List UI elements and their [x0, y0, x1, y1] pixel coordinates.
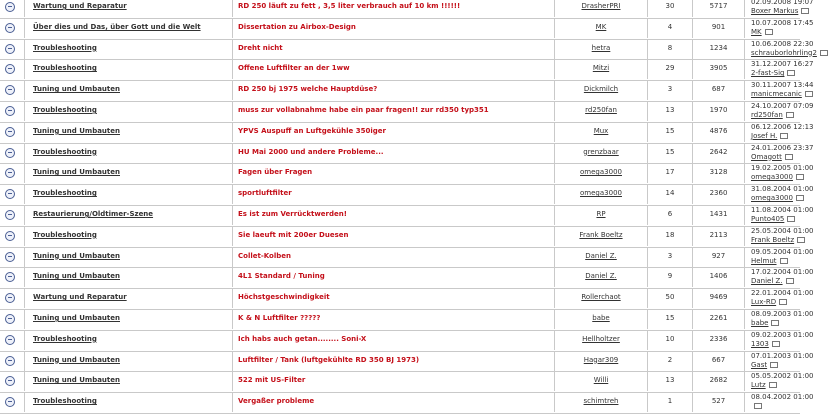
- views-count: 527: [711, 397, 726, 406]
- last-post-date: 31.08.2004 01:00: [751, 185, 814, 194]
- topic-icon-cell: [0, 122, 24, 142]
- last-post-icon[interactable]: [785, 154, 793, 160]
- forum-link[interactable]: Wartung und Reparatur: [33, 293, 127, 302]
- last-post-user-link[interactable]: Boxer Markus: [751, 7, 809, 15]
- replies-count: 10: [665, 334, 675, 343]
- table-row: [0, 351, 814, 371]
- last-post-icon[interactable]: [805, 91, 813, 97]
- last-post-icon[interactable]: [786, 278, 794, 284]
- topic-title-link[interactable]: Vergaßer probleme: [238, 397, 315, 406]
- last-post-user-link[interactable]: omega3000: [751, 194, 804, 202]
- last-post-icon[interactable]: [780, 258, 788, 264]
- topic-status-icon: [5, 335, 15, 345]
- replies-count: 14: [665, 189, 675, 198]
- replies-count: 3: [667, 85, 673, 94]
- views-count: 9469: [709, 293, 728, 302]
- last-post-icon[interactable]: [769, 382, 777, 388]
- last-post-date: 19.02.2005 01:00: [751, 164, 814, 173]
- last-post-date: 08.04.2002 01:00: [751, 393, 814, 402]
- topic-status-icon: [5, 293, 15, 303]
- topic-icon-cell: [0, 371, 24, 391]
- last-post-icon[interactable]: [754, 403, 762, 409]
- replies-count: 13: [665, 106, 675, 114]
- last-post-user-link[interactable]: schrauborlohrling2: [751, 49, 828, 57]
- last-post-date: 25.05.2004 01:00: [751, 226, 814, 235]
- forum-link[interactable]: Tuning und Umbauten: [33, 376, 120, 385]
- last-post-date: 24.10.2007 07:09: [751, 102, 814, 110]
- last-post-date: 09.02.2003 01:00: [751, 330, 814, 339]
- last-post-user-link[interactable]: omega3000: [751, 173, 804, 181]
- topic-icon-cell: [0, 330, 24, 350]
- last-post-icon[interactable]: [771, 320, 779, 326]
- author-link[interactable]: hetra: [591, 43, 611, 52]
- topic-icon-cell: [0, 267, 24, 287]
- last-post-user-link[interactable]: Omagott: [751, 153, 793, 161]
- replies-count: 6: [667, 210, 673, 218]
- views-count: 2113: [709, 230, 728, 239]
- author-link[interactable]: Dickmilch: [583, 85, 619, 94]
- topic-status-icon: [5, 397, 15, 407]
- topic-title-link[interactable]: Offene Luftfilter an der 1ww: [238, 64, 350, 73]
- forum-link[interactable]: Restaurierung/Oldtimer-Szene: [33, 210, 154, 218]
- forum-link[interactable]: Tuning und Umbauten: [33, 251, 120, 260]
- topic-status-icon: [5, 2, 15, 12]
- last-post-date: 07.01.2003 01:00: [751, 351, 814, 360]
- author-link[interactable]: Daniel Z.: [585, 251, 617, 260]
- last-post-user-link[interactable]: Helmut: [751, 257, 788, 265]
- forum-link[interactable]: Wartung und Reparatur: [33, 2, 127, 10]
- last-post-icon[interactable]: [779, 299, 787, 305]
- views-count: 667: [711, 355, 726, 364]
- table-row: [0, 288, 814, 308]
- forum-link[interactable]: Über dies und Das, über Gott und die Welt: [33, 22, 201, 31]
- last-post-icon[interactable]: [765, 29, 773, 35]
- topic-icon-cell: [0, 59, 24, 79]
- author-link[interactable]: omega3000: [580, 189, 622, 198]
- replies-count: 15: [665, 147, 675, 156]
- author-link[interactable]: MK: [595, 22, 607, 31]
- forum-link[interactable]: Troubleshooting: [33, 189, 97, 198]
- views-count: 4876: [709, 126, 728, 135]
- replies-count: 3: [667, 251, 673, 260]
- last-post-date: 02.09.2008 19:07: [751, 0, 814, 6]
- views-count: 2682: [709, 376, 728, 385]
- topic-status-icon: [5, 252, 15, 262]
- table-row: [0, 330, 814, 350]
- topic-title-link[interactable]: Dissertation zu Airbox-Design: [238, 22, 356, 31]
- last-post-date: 22.01.2004 01:00: [751, 289, 814, 298]
- last-post-user-link[interactable]: 2-fast-Sig: [751, 69, 795, 77]
- topic-status-icon: [5, 148, 15, 158]
- last-post-user-link[interactable]: Lux-RD: [751, 298, 787, 306]
- last-post-user-link[interactable]: Punto405: [751, 215, 795, 223]
- topic-icon-cell: [0, 0, 24, 17]
- last-post-icon[interactable]: [780, 133, 788, 139]
- author-link[interactable]: RP: [596, 210, 606, 218]
- topic-status-icon: [5, 64, 15, 74]
- table-row: [0, 184, 814, 204]
- topic-title-link[interactable]: YPVS Auspuff an Luftgekühle 350iger: [238, 126, 386, 135]
- topic-icon-cell: [0, 143, 24, 163]
- topic-title-link[interactable]: sportluftfilter: [238, 189, 292, 198]
- topic-title-link[interactable]: Collet-Kolben: [238, 251, 291, 260]
- author-link[interactable]: Frank Boeltz: [579, 230, 623, 239]
- views-count: 927: [711, 251, 726, 260]
- topic-status-icon: [5, 231, 15, 241]
- author-link[interactable]: Willi: [593, 376, 609, 385]
- replies-count: 1: [667, 397, 673, 406]
- topic-icon-cell: [0, 163, 24, 183]
- author-link[interactable]: babe: [592, 314, 610, 322]
- last-post-icon[interactable]: [787, 216, 795, 222]
- views-count: 1406: [709, 272, 728, 281]
- author-link[interactable]: grenzbaar: [583, 147, 619, 156]
- topic-icon-cell: [0, 80, 24, 100]
- table-row: [0, 143, 814, 163]
- topic-status-icon: [5, 44, 15, 54]
- table-row: [0, 392, 814, 412]
- views-count: 1234: [709, 43, 728, 52]
- topic-icon-cell: [0, 288, 24, 308]
- last-post-icon[interactable]: [787, 70, 795, 76]
- author-link[interactable]: Mux: [593, 126, 609, 135]
- topic-icon-cell: [0, 101, 24, 121]
- last-post-user-link[interactable]: Daniel Z.: [751, 277, 794, 285]
- topic-status-icon: [5, 356, 15, 366]
- topic-status-icon: [5, 314, 15, 324]
- last-post-user-link[interactable]: rd250fan: [751, 111, 794, 119]
- topic-title-link[interactable]: Ich habs auch getan........ Soni-X: [238, 334, 367, 343]
- table-row: [0, 163, 814, 183]
- views-count: 1970: [709, 106, 728, 114]
- topic-title-link[interactable]: HU Mai 2000 und andere Probleme...: [238, 147, 384, 156]
- last-post-date: 08.09.2003 01:00: [751, 310, 814, 318]
- author-link[interactable]: schimtreh: [583, 397, 619, 406]
- last-post-date: 10.07.2008 17:45: [751, 18, 814, 27]
- table-row: [0, 226, 814, 246]
- topic-status-icon: [5, 189, 15, 199]
- topic-status-icon: [5, 376, 15, 386]
- views-count: 1431: [709, 210, 728, 218]
- last-post-user-link[interactable]: manicmecanic: [751, 90, 813, 98]
- forum-link[interactable]: Tuning und Umbauten: [33, 355, 120, 364]
- replies-count: 9: [667, 272, 673, 281]
- table-row: [0, 0, 814, 17]
- views-count: 687: [711, 85, 726, 94]
- forum-link[interactable]: Tuning und Umbauten: [33, 168, 120, 177]
- last-post-user-link[interactable]: Lutz: [751, 381, 777, 389]
- replies-count: 13: [665, 376, 675, 385]
- last-post-icon[interactable]: [796, 174, 804, 180]
- last-post-date: 30.11.2007 13:44: [751, 81, 814, 90]
- topic-status-icon: [5, 168, 15, 178]
- forum-link[interactable]: Troubleshooting: [33, 147, 97, 156]
- topic-title-link[interactable]: 4L1 Standard / Tuning: [238, 272, 325, 281]
- author-link[interactable]: omega3000: [580, 168, 622, 177]
- author-link[interactable]: Hellholtzer: [582, 334, 620, 343]
- table-row: [0, 101, 814, 121]
- replies-count: 15: [665, 126, 675, 135]
- table-row: [0, 18, 814, 38]
- last-post-icon[interactable]: [770, 362, 778, 368]
- topic-title-link[interactable]: muss zur vollabnahme habe ein paar fragen!! zur rd350 typ351: [238, 106, 489, 114]
- last-post-date: 10.06.2008 22:30: [751, 39, 814, 48]
- topic-status-icon: [5, 210, 15, 220]
- replies-count: 18: [665, 230, 675, 239]
- topic-icon-cell: [0, 39, 24, 59]
- topic-icon-cell: [0, 351, 24, 371]
- replies-count: 30: [665, 2, 675, 10]
- views-count: 5717: [709, 2, 728, 10]
- last-post-icon[interactable]: [772, 341, 780, 347]
- table-row: [0, 267, 814, 287]
- topic-title-link[interactable]: RD 250 bj 1975 welche Hauptdüse?: [238, 85, 378, 94]
- replies-count: 2: [667, 355, 673, 364]
- table-row: [0, 59, 814, 79]
- views-count: 2360: [709, 189, 728, 198]
- replies-count: 4: [667, 22, 673, 31]
- topic-title-link[interactable]: Sie laeuft mit 200er Duesen: [238, 230, 349, 239]
- author-link[interactable]: Daniel Z.: [585, 272, 617, 281]
- table-row: [0, 39, 817, 59]
- replies-count: 15: [665, 314, 675, 322]
- topic-title-link[interactable]: Fagen über Fragen: [238, 168, 313, 177]
- views-count: 3905: [709, 64, 728, 73]
- topic-icon-cell: [0, 205, 24, 225]
- last-post-icon[interactable]: [796, 195, 804, 201]
- forum-link[interactable]: Troubleshooting: [33, 397, 97, 406]
- topic-title-link[interactable]: Es ist zum Verrücktwerden!: [238, 210, 347, 218]
- last-post-user-link[interactable]: Gast: [751, 361, 778, 369]
- views-count: 2336: [709, 334, 728, 343]
- last-post-icon[interactable]: [820, 50, 828, 56]
- last-post-user-link[interactable]: [751, 402, 762, 410]
- topic-icon-cell: [0, 392, 24, 412]
- topic-title-link[interactable]: 522 mit US-Filter: [238, 376, 306, 385]
- last-post-icon[interactable]: [797, 237, 805, 243]
- topic-icon-cell: [0, 309, 24, 329]
- topic-status-icon: [5, 85, 15, 95]
- last-post-date: 24.01.2006 23:37: [751, 143, 814, 152]
- table-row: [0, 80, 814, 100]
- last-post-user-link[interactable]: babe: [751, 319, 779, 327]
- forum-link[interactable]: Troubleshooting: [33, 230, 97, 239]
- last-post-date: 31.12.2007 16:27: [751, 60, 814, 69]
- views-count: 3128: [709, 168, 728, 177]
- topic-status-icon: [5, 272, 15, 282]
- topic-title-link[interactable]: Höchstgeschwindigkeit: [238, 293, 330, 302]
- topic-icon-cell: [0, 184, 24, 204]
- last-post-user-link[interactable]: 1303: [751, 340, 780, 348]
- views-count: 2261: [709, 314, 728, 322]
- replies-count: 17: [665, 168, 675, 177]
- last-post-user-link[interactable]: MK: [751, 28, 773, 36]
- author-link[interactable]: rd250fan: [585, 106, 617, 114]
- topic-status-icon: [5, 106, 15, 116]
- table-row: [0, 205, 814, 225]
- replies-count: 50: [665, 293, 675, 302]
- topic-title-link[interactable]: Luftfilter / Tank (luftgekühlte RD 350 BJ 1973): [238, 355, 420, 364]
- forum-link[interactable]: Tuning und Umbauten: [33, 85, 120, 94]
- topic-icon-cell: [0, 18, 24, 38]
- topic-title-link[interactable]: Dreht nicht: [238, 43, 283, 52]
- forum-link[interactable]: Troubleshooting: [33, 334, 97, 343]
- replies-count: 29: [665, 64, 675, 73]
- author-link[interactable]: DrasherPRI: [581, 2, 621, 10]
- last-post-date: 09.05.2004 01:00: [751, 247, 814, 256]
- last-post-user-link[interactable]: Frank Boeltz: [751, 236, 805, 244]
- forum-link[interactable]: Troubleshooting: [33, 64, 97, 73]
- table-row: [0, 122, 814, 142]
- topic-icon-cell: [0, 226, 24, 246]
- forum-link[interactable]: Troubleshooting: [33, 43, 97, 52]
- views-count: 2642: [709, 147, 728, 156]
- author-link[interactable]: Mitzi: [592, 64, 610, 73]
- topic-icon-cell: [0, 247, 24, 267]
- replies-count: 8: [667, 43, 673, 52]
- last-post-date: 06.12.2006 12:13: [751, 122, 814, 131]
- topic-title-link[interactable]: K & N Luftfilter ?????: [238, 314, 321, 322]
- topic-title-link[interactable]: RD 250 läuft zu fett , 3,5 liter verbrauch auf 10 km !!!!!!: [238, 2, 461, 10]
- table-row: [0, 309, 814, 329]
- forum-link[interactable]: Troubleshooting: [33, 106, 97, 114]
- topic-status-icon: [5, 23, 15, 33]
- last-post-date: 11.08.2004 01:00: [751, 206, 814, 214]
- table-row: [0, 247, 814, 267]
- table-row: [0, 371, 814, 391]
- forum-link[interactable]: Tuning und Umbauten: [33, 314, 120, 322]
- views-count: 901: [711, 22, 726, 31]
- last-post-icon[interactable]: [786, 112, 794, 118]
- last-post-icon[interactable]: [801, 8, 809, 14]
- forum-link[interactable]: Tuning und Umbauten: [33, 126, 120, 135]
- forum-link[interactable]: Tuning und Umbauten: [33, 272, 120, 281]
- last-post-date: 17.02.2004 01:00: [751, 268, 814, 277]
- author-link[interactable]: Hagar309: [583, 355, 619, 364]
- last-post-user-link[interactable]: Josef H.: [751, 132, 788, 140]
- author-link[interactable]: Rollerchaot: [581, 293, 621, 302]
- last-post-date: 05.05.2002 01:00: [751, 372, 814, 381]
- topic-status-icon: [5, 127, 15, 137]
